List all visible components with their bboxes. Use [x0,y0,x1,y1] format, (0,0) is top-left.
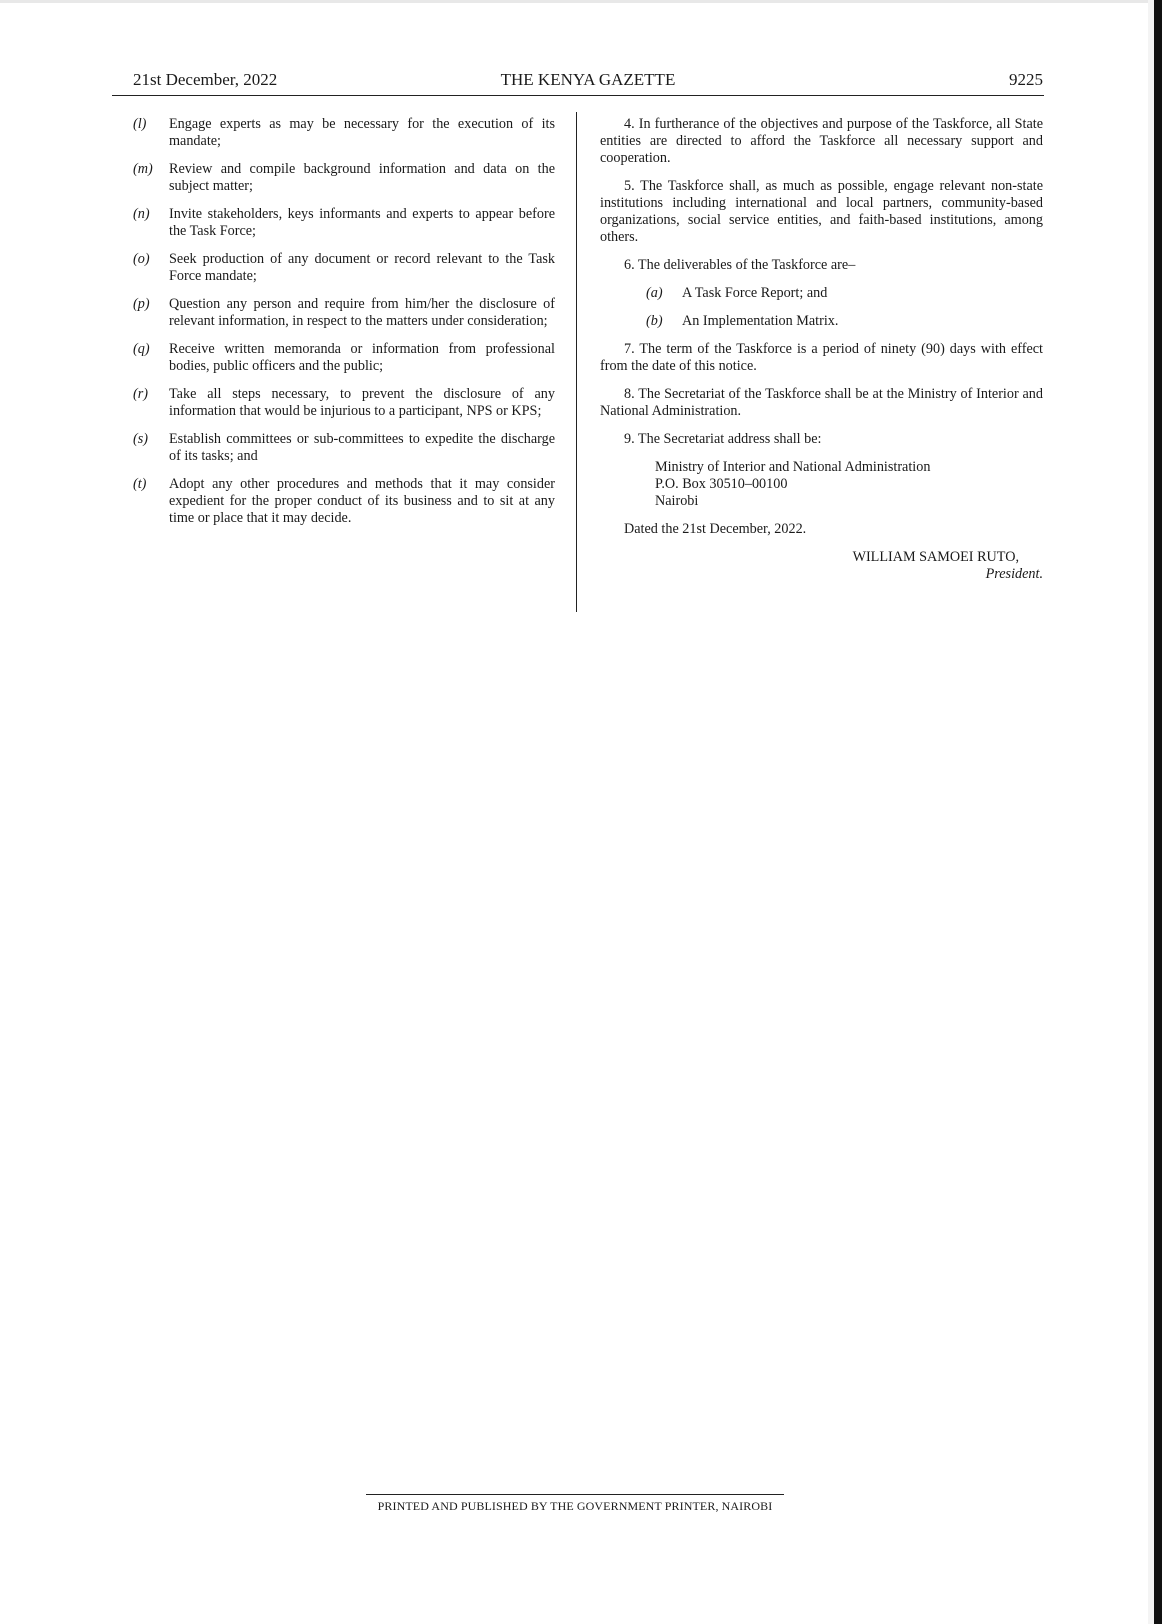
list-item [133,386,555,420]
page-number: 9225 [1009,70,1043,89]
paragraph-7: 7. The term of the Taskforce is a period of ninety (90) days with effect from the date of this notice. [600,341,1043,374]
address-line: P.O. Box 30510–00100 [655,476,788,492]
item-label: (s) [133,431,148,447]
item-text: Review and compile background information and data on the subject matter; [169,161,555,194]
item-label: (t) [133,476,147,492]
list-item [133,431,555,465]
header-rule [112,95,1044,96]
item-label: (l) [133,116,147,132]
item-label: (n) [133,206,150,222]
item-label: (m) [133,161,153,177]
item-label: (o) [133,251,150,267]
page-border [1154,0,1162,1624]
item-text: Receive written memoranda or information from professional bodies, public officers and the public; [169,341,555,374]
footer-rule [366,1494,784,1495]
right-column [600,116,1043,583]
item-text: Seek production of any document or record relevant to the Task Force mandate; [169,251,555,284]
item-text: A Task Force Report; and [682,285,828,301]
address-line: Ministry of Interior and National Administration [655,459,931,475]
item-text: An Implementation Matrix. [682,313,839,329]
item-label: (q) [133,341,150,357]
secretariat-address [655,459,1043,510]
paragraph-8: 8. The Secretariat of the Taskforce shall be at the Ministry of Interior and National Administration. [600,386,1043,419]
paragraph-9: 9. The Secretariat address shall be: [624,431,822,447]
item-label: (b) [646,313,663,329]
deliverable-item [646,313,1043,330]
left-column [133,116,555,538]
signatory-name: WILLIAM SAMOEI RUTO, [852,549,1019,565]
list-item [133,251,555,285]
item-label: (r) [133,386,148,402]
list-item [133,206,555,240]
item-label: (p) [133,296,150,312]
column-divider [576,112,577,612]
issue-date: 21st December, 2022 [133,70,278,89]
signatory-title: President. [985,566,1043,582]
list-item [133,341,555,375]
address-line: Nairobi [655,493,699,509]
item-text: Adopt any other procedures and methods that it may consider expedient for the proper conduct of its business and to sit at any time or place that it may decide. [169,476,555,526]
signature-block [600,549,1043,583]
paragraph-5: 5. The Taskforce shall, as much as possible, engage relevant non-state institutions including international and local partners, community-based organizations, social service entities, and faith-based institutions, among others. [600,178,1043,245]
list-item [133,161,555,195]
gazette-header [133,70,1043,92]
list-item [133,116,555,150]
item-text: Engage experts as may be necessary for the execution of its mandate; [169,116,555,149]
gazette-title: THE KENYA GAZETTE [500,70,676,89]
page-edge [0,0,1162,3]
item-label: (a) [646,285,663,301]
paragraph-4: 4. In furtherance of the objectives and purpose of the Taskforce, all State entities are directed to afford the Taskforce all necessary support and cooperation. [600,116,1043,166]
deliverable-item [646,285,1043,302]
item-text: Take all steps necessary, to prevent the disclosure of any information that would be injurious to a participant, NPS or KPS; [169,386,555,419]
printer-footer: PRINTED AND PUBLISHED BY THE GOVERNMENT PRINTER, NAIROBI [377,1499,773,1513]
item-text: Invite stakeholders, keys informants and experts to appear before the Task Force; [169,206,555,239]
dated-line: Dated the 21st December, 2022. [624,521,807,537]
list-item [133,476,555,527]
item-text: Establish committees or sub-committees to expedite the discharge of its tasks; and [169,431,555,464]
paragraph-6: 6. The deliverables of the Taskforce are– [624,257,856,273]
list-item [133,296,555,330]
item-text: Question any person and require from him/her the disclosure of relevant information, in respect to the matters under consideration; [169,296,555,329]
